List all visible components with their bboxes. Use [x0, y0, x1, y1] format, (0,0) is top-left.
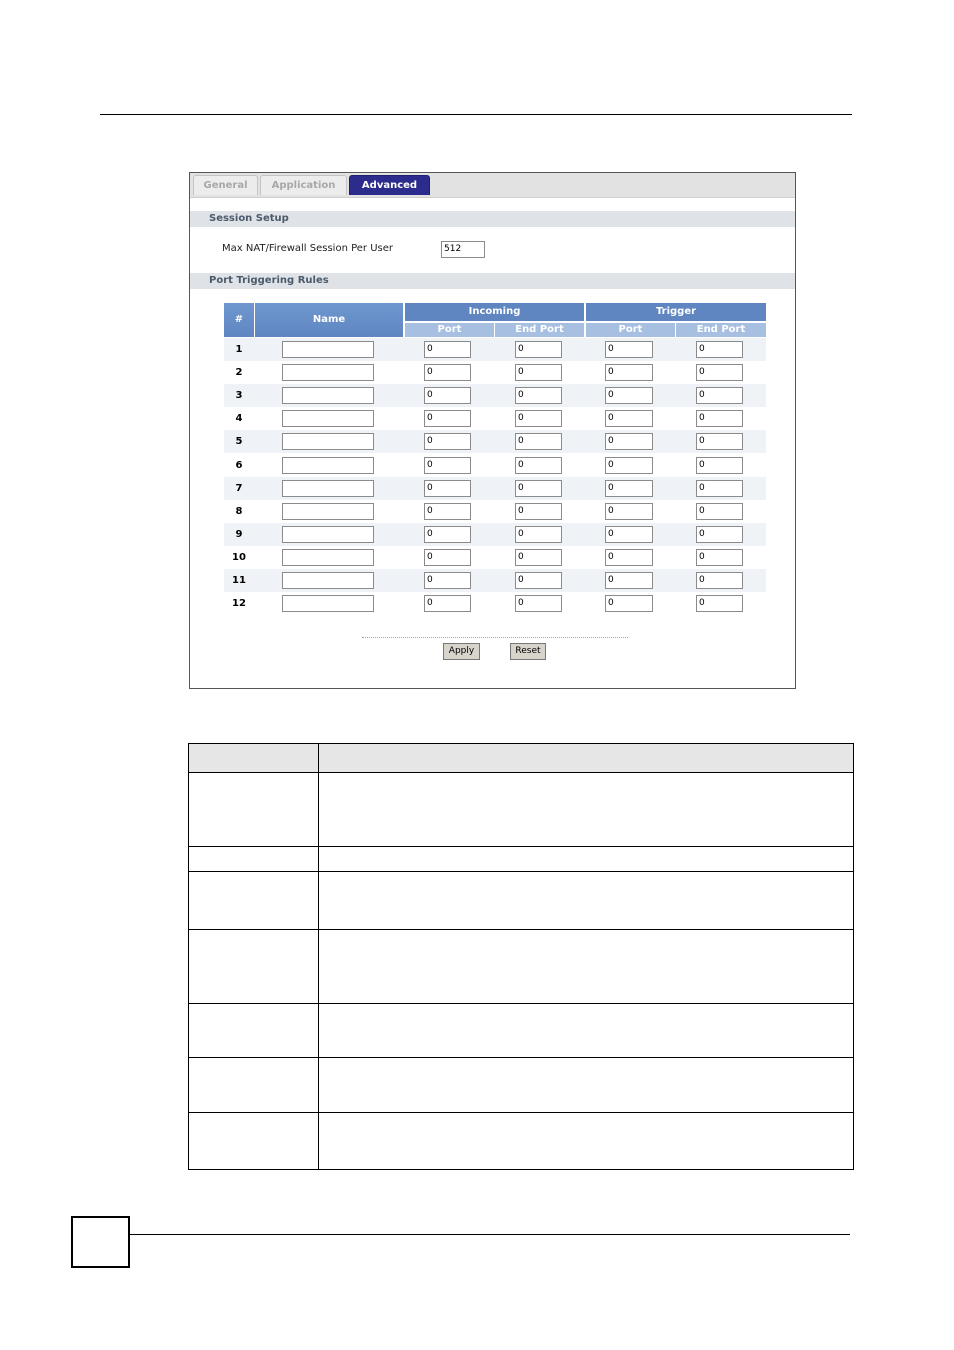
- table-row: [224, 407, 766, 430]
- name-input[interactable]: [282, 410, 374, 427]
- incoming-end-port-input[interactable]: 0: [515, 364, 562, 381]
- desc-row: [189, 847, 853, 872]
- tab-bar: [190, 173, 795, 198]
- trigger-port-input[interactable]: 0: [605, 410, 653, 427]
- button-divider: [362, 637, 628, 638]
- row-number: 10: [232, 551, 246, 563]
- table-row: [224, 361, 766, 384]
- incoming-end-port-input[interactable]: 0: [515, 595, 562, 612]
- incoming-end-port-input[interactable]: 0: [515, 572, 562, 589]
- tab-advanced[interactable]: Advanced: [349, 175, 430, 195]
- name-input[interactable]: [282, 433, 374, 450]
- page-number-box: [71, 1216, 130, 1268]
- trigger-end-port-input[interactable]: 0: [696, 387, 743, 404]
- port-triggering-title: Port Triggering Rules: [190, 273, 795, 289]
- incoming-port-input[interactable]: 0: [424, 341, 471, 358]
- trigger-port-input[interactable]: 0: [605, 526, 653, 543]
- trigger-port-input[interactable]: 0: [605, 595, 653, 612]
- row-number: 3: [235, 390, 243, 402]
- incoming-port-input[interactable]: 0: [424, 503, 471, 520]
- incoming-port-input[interactable]: 0: [424, 526, 471, 543]
- table-row: [224, 592, 766, 615]
- table-row: [224, 454, 766, 477]
- trigger-end-port-input[interactable]: 0: [696, 572, 743, 589]
- desc-row: [189, 773, 853, 847]
- trigger-end-port-input[interactable]: 0: [696, 364, 743, 381]
- name-input[interactable]: [282, 595, 374, 612]
- incoming-port-input[interactable]: 0: [424, 480, 471, 497]
- incoming-end-port-input[interactable]: 0: [515, 457, 562, 474]
- incoming-end-port-input[interactable]: 0: [515, 341, 562, 358]
- incoming-end-port-input[interactable]: 0: [515, 480, 562, 497]
- trigger-end-port-input[interactable]: 0: [696, 433, 743, 450]
- table-row: [224, 430, 766, 453]
- row-number: 2: [235, 367, 243, 379]
- trigger-end-port-input[interactable]: 0: [696, 480, 743, 497]
- desc-row: [189, 1004, 853, 1058]
- row-number: 8: [235, 505, 243, 517]
- trigger-port-input[interactable]: 0: [605, 549, 653, 566]
- col-header-incoming-port: Port: [405, 323, 494, 337]
- tab-application[interactable]: Application: [260, 175, 347, 195]
- col-header-num: #: [224, 303, 254, 337]
- trigger-port-input[interactable]: 0: [605, 572, 653, 589]
- table-row: [224, 384, 766, 407]
- table-row: [224, 500, 766, 523]
- name-input[interactable]: [282, 364, 374, 381]
- col-header-trigger-port: Port: [586, 323, 675, 337]
- incoming-end-port-input[interactable]: 0: [515, 387, 562, 404]
- incoming-port-input[interactable]: 0: [424, 457, 471, 474]
- incoming-port-input[interactable]: 0: [424, 410, 471, 427]
- row-number: 5: [235, 436, 243, 448]
- reset-button[interactable]: Reset: [510, 643, 546, 660]
- col-header-incoming-end-port: End Port: [495, 323, 584, 337]
- trigger-port-input[interactable]: 0: [605, 364, 653, 381]
- trigger-port-input[interactable]: 0: [605, 480, 653, 497]
- incoming-end-port-input[interactable]: 0: [515, 410, 562, 427]
- incoming-port-input[interactable]: 0: [424, 572, 471, 589]
- trigger-end-port-input[interactable]: 0: [696, 595, 743, 612]
- trigger-end-port-input[interactable]: 0: [696, 503, 743, 520]
- incoming-port-input[interactable]: 0: [424, 364, 471, 381]
- table-row: [224, 546, 766, 569]
- trigger-end-port-input[interactable]: 0: [696, 341, 743, 358]
- table-row: [224, 523, 766, 546]
- incoming-port-input[interactable]: 0: [424, 595, 471, 612]
- max-session-input[interactable]: 512: [441, 241, 485, 258]
- incoming-port-input[interactable]: 0: [424, 549, 471, 566]
- name-input[interactable]: [282, 387, 374, 404]
- name-input[interactable]: [282, 572, 374, 589]
- trigger-end-port-input[interactable]: 0: [696, 549, 743, 566]
- desc-row: [189, 872, 853, 930]
- max-session-label: Max NAT/Firewall Session Per User: [222, 243, 394, 254]
- trigger-port-input[interactable]: 0: [605, 341, 653, 358]
- table-row: [224, 338, 766, 361]
- desc-row: [189, 1113, 853, 1169]
- header-rule: [100, 114, 852, 115]
- table-row: [224, 477, 766, 500]
- desc-row: [189, 1058, 853, 1113]
- col-header-name: Name: [255, 303, 403, 337]
- footer-rule: [130, 1234, 850, 1235]
- trigger-port-input[interactable]: 0: [605, 433, 653, 450]
- trigger-end-port-input[interactable]: 0: [696, 457, 743, 474]
- apply-button[interactable]: Apply: [443, 643, 480, 660]
- trigger-port-input[interactable]: 0: [605, 457, 653, 474]
- table-row: [224, 569, 766, 592]
- desc-table-header: [189, 744, 853, 773]
- desc-row: [189, 930, 853, 1004]
- row-number: 4: [235, 413, 243, 425]
- name-input[interactable]: [282, 341, 374, 358]
- col-header-trigger-end-port: End Port: [676, 323, 766, 337]
- row-number: 1: [235, 344, 243, 355]
- row-number: 12: [232, 598, 246, 610]
- trigger-port-input[interactable]: 0: [605, 503, 653, 520]
- name-input[interactable]: [282, 526, 374, 543]
- incoming-port-input[interactable]: 0: [424, 433, 471, 450]
- advanced-screen: [189, 172, 796, 689]
- row-number: 6: [235, 459, 243, 471]
- name-input[interactable]: [282, 503, 374, 520]
- tab-general[interactable]: General: [193, 175, 258, 195]
- col-header-trigger: Trigger: [586, 303, 766, 321]
- session-setup-title: Session Setup: [190, 211, 795, 227]
- name-input[interactable]: [282, 549, 374, 566]
- row-number: 11: [232, 575, 246, 586]
- incoming-port-input[interactable]: 0: [424, 387, 471, 404]
- trigger-port-input[interactable]: 0: [605, 387, 653, 404]
- row-number: 7: [235, 482, 243, 494]
- name-input[interactable]: [282, 480, 374, 497]
- row-number: 9: [235, 528, 243, 540]
- incoming-end-port-input[interactable]: 0: [515, 433, 562, 450]
- trigger-end-port-input[interactable]: 0: [696, 526, 743, 543]
- name-input[interactable]: [282, 457, 374, 474]
- field-description-table: [188, 743, 854, 1170]
- col-header-incoming: Incoming: [405, 303, 584, 321]
- incoming-end-port-input[interactable]: 0: [515, 549, 562, 566]
- trigger-end-port-input[interactable]: 0: [696, 410, 743, 427]
- incoming-end-port-input[interactable]: 0: [515, 503, 562, 520]
- incoming-end-port-input[interactable]: 0: [515, 526, 562, 543]
